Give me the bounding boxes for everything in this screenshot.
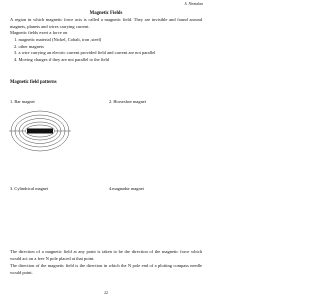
force-list (14, 37, 202, 63)
caption-cylindrical-magnet: 3. Cylindrical magnet (10, 186, 49, 191)
page-number: 22 (104, 291, 108, 295)
list-item: 3. a wire carrying an electric current provided field and current are not parallel (14, 50, 156, 56)
list-item: 1. magnetic material (Nickel, Cobalt, iron ,steel) (14, 37, 102, 42)
section-heading: Magnetic field patterns (10, 80, 57, 85)
caption-magnadur-magnet: 4.magnadur magnet (109, 186, 144, 191)
list-item: 2. other magnets (14, 43, 44, 49)
page-title: Magnetic Fields (89, 11, 123, 16)
bar-magnet-field-diagram (8, 109, 72, 153)
author-name: S. Nirmalan (184, 2, 203, 6)
intro-paragraph: A region in which magnetic force acts is called a magnetic field. They are invisible and found around magnets, planets and wires carrying current. (10, 17, 202, 29)
caption-bar-magnet: 1. Bar magnet (10, 99, 35, 104)
list-intro: Magnetic fields exert a force on (10, 30, 68, 35)
list-item: 4. Moving charges if they are not parallel to the field (14, 56, 110, 62)
direction-paragraph-1: The direction of a magnetic field at any point is taken to be the direction of the magnetic force which would act on a free N pole placed at that point. (10, 249, 202, 261)
direction-paragraph-2: The direction of the magnetic field is the direction in which the N pole end of a plotting compass needle would point. (10, 263, 202, 275)
caption-horseshoe-magnet: 2. Horseshoe magnet (109, 99, 146, 104)
